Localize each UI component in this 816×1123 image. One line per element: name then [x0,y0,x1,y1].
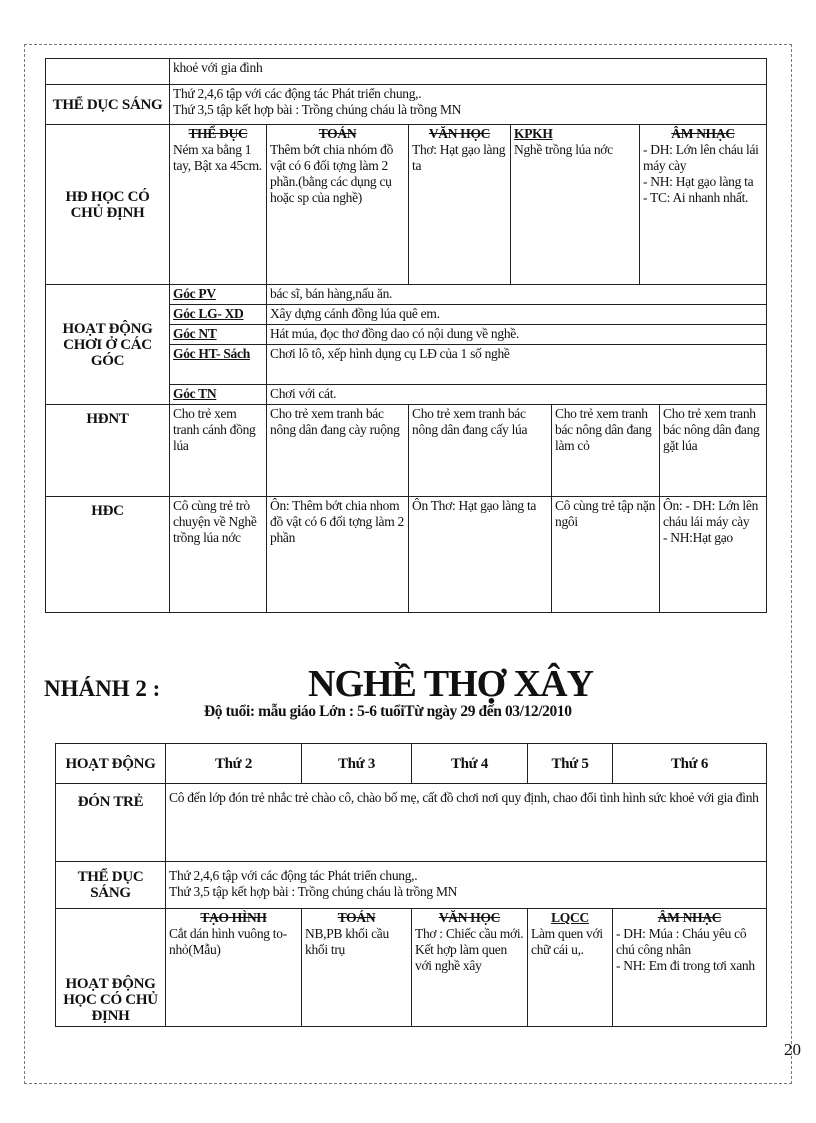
subject-heading: VĂN HỌC [438,910,501,925]
column-header: Thứ 4 [412,744,528,784]
table-cell [640,125,767,285]
cell-body: Ném xa bằng 1 tay, Bật xa 45cm. [173,142,262,173]
goc-name: Góc TN [170,385,267,405]
table-cell: Cho trẻ xem tranh bác nông dân đang cấy lúa [409,405,552,497]
page-title: NGHỀ THỢ XÂY [308,663,594,705]
table-cell [166,862,767,909]
column-header: Thứ 6 [613,744,767,784]
table-cell [170,85,767,125]
table-cell: Xây dựng cánh đồng lúa quê em. [267,305,767,325]
table-cell [528,909,613,1027]
subject-heading: THỂ DỤC [188,126,248,141]
table-cell [166,909,302,1027]
table-cell: bác sĩ, bán hàng,nấu ăn. [267,285,767,305]
subject-heading: ÂM NHẠC [671,126,735,141]
goc-name: Góc HT- Sách [170,345,267,385]
cell-body: Cắt dán hình vuông to- nhỏ(Mẫu) [169,926,287,957]
cell-body: Làm quen với chữ cái u,. [531,926,603,957]
cell-body: Thêm bớt chia nhóm đồ vật có 6 đối tợng làm 2 phần.(bằng các dụng cụ hoặc sp của nghề) [270,142,394,205]
table-cell: Cho trẻ xem tranh bác nông dân đang làm cỏ [552,405,660,497]
table-cell: Ôn: - DH: Lớn lên cháu lái máy cày - NH:Hạt gạo [660,497,767,613]
cell-body: NB,PB khối cầu khối trụ [305,926,389,957]
table-cell [267,125,409,285]
subject-heading: KPKH [514,126,553,141]
page-number: 20 [784,1040,801,1059]
table-cell: Ôn Thơ: Hạt gạo làng ta [409,497,552,613]
cell-body: Nghề trồng lúa nớc [514,142,613,157]
schedule-table-branch-1 [45,58,767,613]
goc-name: Góc LG- XD [170,305,267,325]
row-label-don-tre: ĐÓN TRẺ [56,784,166,862]
branch-label: NHÁNH 2 : [44,676,161,701]
row-label-the-duc-sang: THỂ DỤC SÁNG [46,85,170,125]
text-line: Thứ 3,5 tập kết hợp bài : Trồng chúng cháu là trồng MN [169,884,458,899]
table-cell [302,909,412,1027]
row-label-the-duc-sang: THỂ DỤC SÁNG [56,862,166,909]
subject-heading: LQCC [551,910,589,925]
subject-heading: VĂN HỌC [428,126,491,141]
cell-body: - DH: Lớn lên cháu lái máy cày - NH: Hạt gạo làng ta - TC: Ai nhanh nhất. [643,142,759,205]
row-label-hd-hoc: HĐ HỌC CÓ CHỦ ĐỊNH [46,125,170,285]
table-cell: Cô cùng trẻ tập nặn ngôi [552,497,660,613]
row-label-hoat-dong-hoc: HOẠT ĐỘNG HỌC CÓ CHỦ ĐỊNH [56,909,166,1027]
goc-name: Góc NT [170,325,267,345]
table-cell: Cho trẻ xem tranh bác nông dân đang gặt lúa [660,405,767,497]
cell-body: Thơ : Chiếc cầu mới. Kết hợp làm quen với nghề xây [415,926,524,973]
table-cell: Hát múa, đọc thơ đồng dao có nội dung về nghề. [267,325,767,345]
row-label-hdnt: HĐNT [46,405,170,497]
column-header: Thứ 3 [302,744,412,784]
subject-heading: TOÁN [337,910,376,925]
table-cell [170,125,267,285]
column-header: Thứ 5 [528,744,613,784]
table-cell: Cô đến lớp đón trẻ nhắc trẻ chào cô, chào bố mẹ, cất đồ chơi nơi quy định, chao đổi tình hình sức khoẻ với gia đình [166,784,767,862]
subject-heading: TOÁN [318,126,357,141]
row-label-hoat-dong-choi: HOẠT ĐỘNG CHƠI Ở CÁC GÓC [46,285,170,405]
table-cell: Cho trẻ xem tranh bác nông dân đang cày ruộng [267,405,409,497]
table-cell [613,909,767,1027]
table-cell [409,125,511,285]
table-cell: Chơi với cát. [267,385,767,405]
text-line: Thứ 2,4,6 tập với các động tác Phát triển chung,. [169,868,418,883]
column-header: Thứ 2 [166,744,302,784]
text-line: Thứ 2,4,6 tập với các động tác Phát triển chung,. [173,86,422,101]
subject-heading: TẠO HÌNH [200,910,267,925]
column-header: HOẠT ĐỘNG [56,744,166,784]
cell-body: - DH: Múa : Cháu yêu cô chú công nhân - NH: Em đi trong tơi xanh [616,926,755,973]
schedule-table-branch-2 [55,743,767,1027]
age-and-date-line: Độ tuổi: mẫu giáo Lớn : 5-6 tuổiTừ ngày 29 đến 03/12/2010 [204,703,572,720]
subject-heading: ÂM NHẠC [657,910,722,925]
table-cell-empty [46,59,170,85]
row-label-hdc: HĐC [46,497,170,613]
cell-body: Thơ: Hạt gạo làng ta [412,142,506,173]
table-cell: khoẻ với gia đình [170,59,767,85]
table-cell: Chơi lô tô, xếp hình dụng cụ LĐ của 1 số nghề [267,345,767,385]
text-line: Thứ 3,5 tập kết hợp bài : Trồng chúng cháu là trồng MN [173,102,462,117]
table-cell: Ôn: Thêm bớt chia nhom đồ vật có 6 đối tợng làm 2 phần [267,497,409,613]
table-cell [412,909,528,1027]
table-cell: Cho trẻ xem tranh cánh đồng lúa [170,405,267,497]
table-cell: Cô cùng trẻ trò chuyện về Nghề trồng lúa nớc [170,497,267,613]
table-cell [511,125,640,285]
goc-name: Góc PV [170,285,267,305]
